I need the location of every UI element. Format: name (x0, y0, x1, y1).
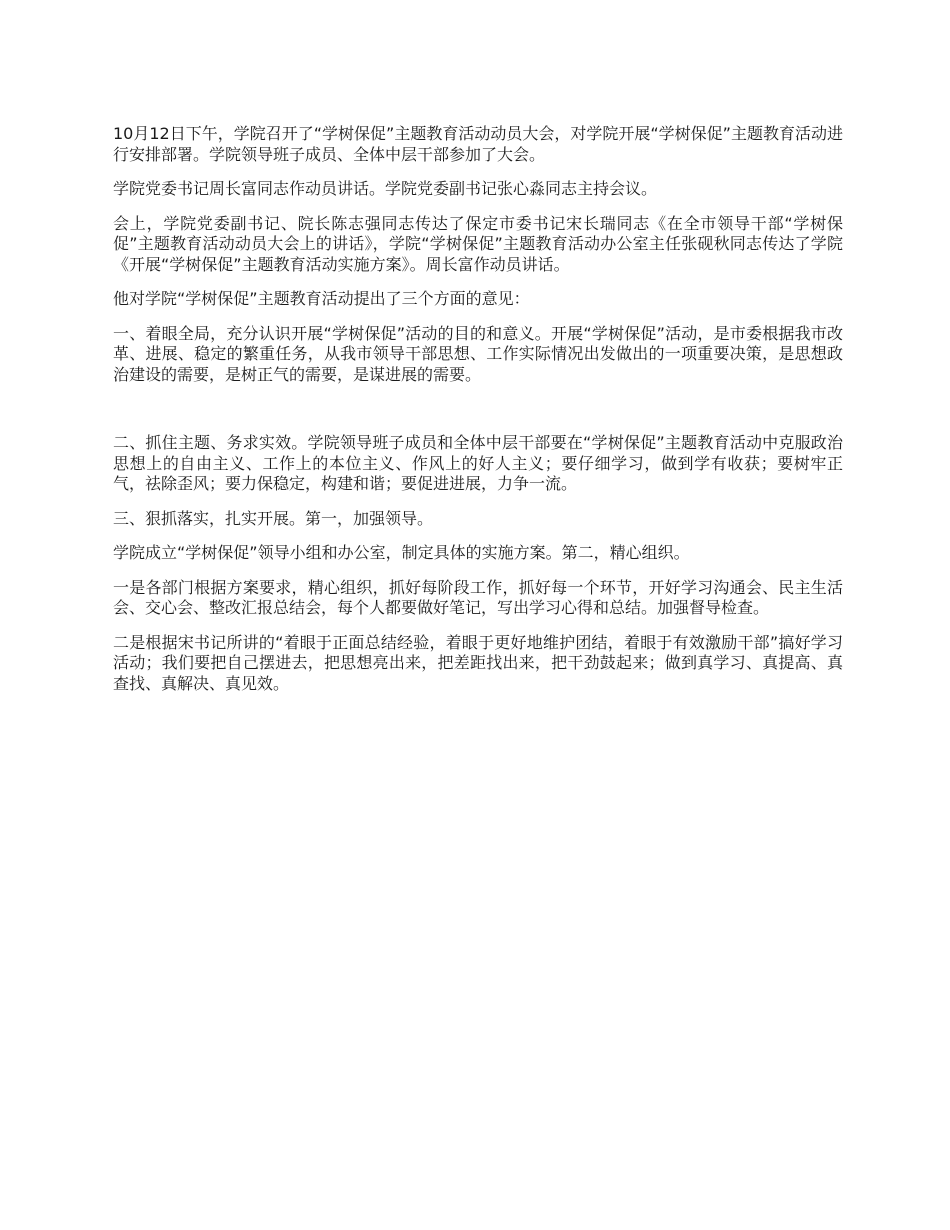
paragraph-point-one: 一、着眼全局，充分认识开展“学树保促”活动的目的和意义。开展“学树保促”活动，是市委根据我市改革、进展、稳定的繁重任务，从我市领导干部思想、工作实际情况出发做出的一项重要决策，是思想政治建设的需要，是树正气的需要，是谋进展的需要。 (113, 323, 843, 384)
paragraph-speakers: 学院党委书记周长富同志作动员讲话。学院党委副书记张心淼同志主持会议。 (113, 179, 658, 198)
paragraph-opinions-intro: 他对学院“学树保促”主题教育活动提出了三个方面的意见： (113, 289, 530, 308)
paragraph-leadership-group: 学院成立“学树保促”领导小组和办公室，制定具体的实施方案。第二，精心组织。 (113, 543, 690, 562)
paragraph-meeting-intro: 10月12日下午，学院召开了“学树保促”主题教育活动动员大会，对学院开展“学树保促”主题教育活动进行安排部署。学院领导班子成员、全体中层干部参加了大会。 (113, 124, 843, 164)
paragraph-organization: 一是各部门根据方案要求，精心组织，抓好每阶段工作，抓好每一个环节，开好学习沟通会、民主生活会、交心会、整改汇报总结会，每个人都要做好笔记，写出学习心得和总结。加强督导检查。 (113, 577, 843, 617)
paragraph-study-activity: 二是根据宋书记所讲的“着眼于正面总结经验，着眼于更好地维护团结，着眼于有效激励干部”搞好学习活动；我们要把自己摆进去，把思想亮出来，把差距找出来，把干劲鼓起来；做到真学习、真提高、真查找、真解决、真见效。 (113, 632, 843, 693)
paragraph-meeting-content: 会上，学院党委副书记、院长陈志强同志传达了保定市委书记宋长瑞同志《在全市领导干部“学树保促”主题教育活动动员大会上的讲话》，学院“学树保促”主题教育活动办公室主任张砚秋同志传达了学院《开展“学树保促”主题教育活动实施方案》。周长富作动员讲话。 (113, 213, 843, 274)
document-body (113, 124, 843, 708)
paragraph-point-two: 二、抓住主题、务求实效。学院领导班子成员和全体中层干部要在“学树保促”主题教育活动中克服政治思想上的自由主义、工作上的本位主义、作风上的好人主义；要仔细学习，做到学有收获；要树牢正气，祛除歪风；要力保稳定，构建和谐；要促进进展，力争一流。 (113, 433, 843, 493)
paragraph-point-three: 三、狠抓落实，扎实开展。第一，加强领导。 (113, 508, 434, 528)
